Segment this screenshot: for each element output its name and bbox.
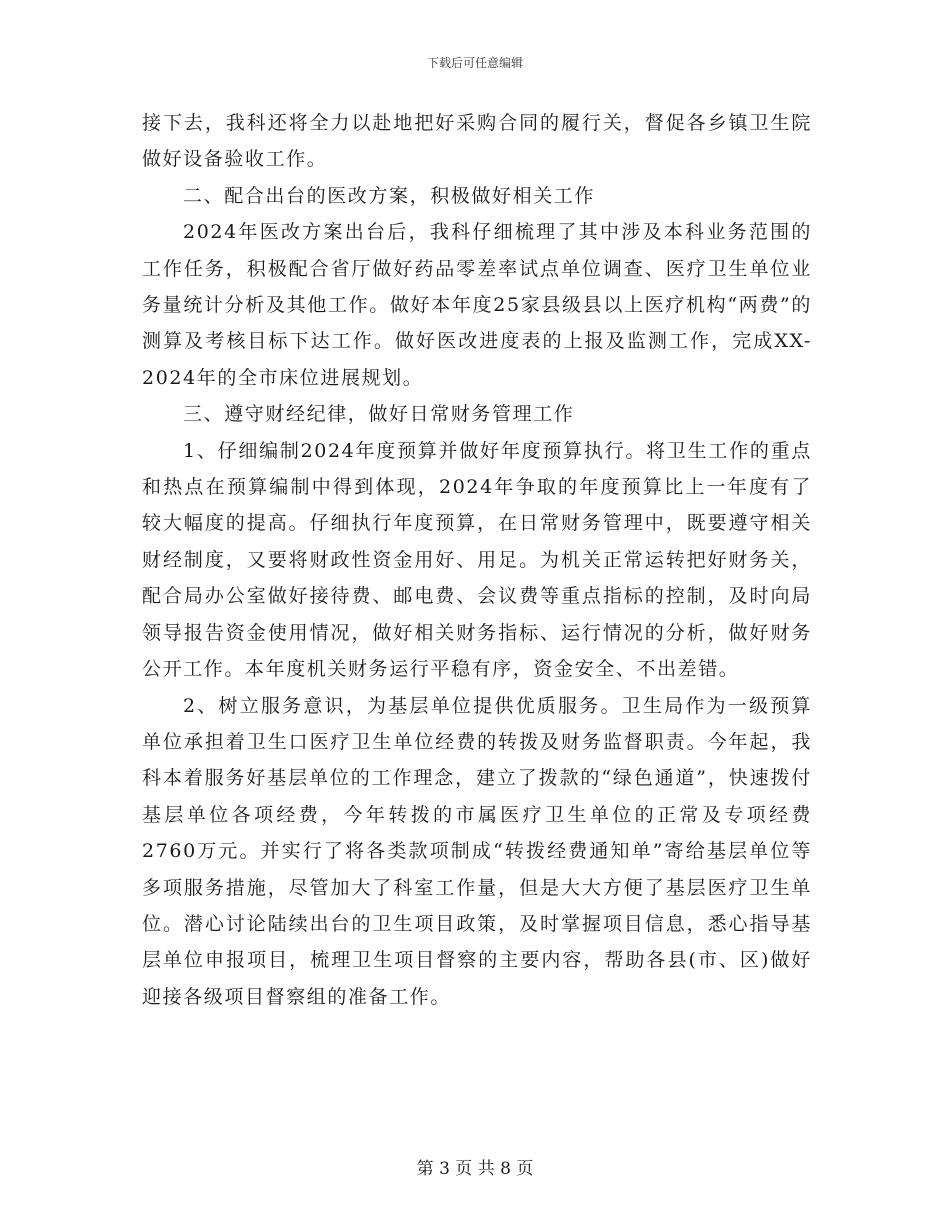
page-header: 下载后可任意编辑 bbox=[426, 56, 523, 70]
document-body bbox=[142, 105, 812, 1015]
section-heading-2: 二、配合出台的医改方案，积极做好相关工作 bbox=[183, 184, 596, 207]
paragraph-budget: 1、仔细编制2024年度预算并做好年度预算执行。将卫生工作的重点和热点在预算编制中得到体现，2024年争取的年度预算比上一年度有了较大幅度的提高。仔细执行年度预算，在日常财务管理中，既要遵守相关财经制度，又要将财政性资金用好、用足。为机关正常运转把好财务关，配合局办公室做好接待费、邮电费、会议费等重点指标的控制，及时向局领导报告资金使用情况，做好相关财务指标、运行情况的分析，做好财务公开工作。本年度机关财务运行平稳有序，资金安全、不出差错。 bbox=[142, 439, 812, 681]
section-heading-3: 三、遵守财经纪律，做好日常财务管理工作 bbox=[183, 403, 575, 426]
page-number-footer: 第 3 页 共 8 页 bbox=[416, 1159, 534, 1179]
paragraph-service: 2、树立服务意识，为基层单位提供优质服务。卫生局作为一级预算单位承担着卫生口医疗卫生单位经费的转拨及财务监督职责。今年起，我科本着服务好基层单位的工作理念，建立了拨款的“绿色通道”，快速拨付基层单位各项经费，今年转拨的市属医疗卫生单位的正常及专项经费2760万元。并实行了将各类款项制成“转拨经费通知单”寄给基层单位等多项服务措施，尽管加大了科室工作量，但是大大方便了基层医疗卫生单位。潜心讨论陆续出台的卫生项目政策，及时掌握项目信息，悉心指导基层单位申报项目，梳理卫生项目督察的主要内容，帮助各县(市、区)做好迎接各级项目督察组的准备工作。 bbox=[142, 694, 812, 1008]
paragraph-healthcare-reform: 2024年医改方案出台后，我科仔细梳理了其中涉及本科业务范围的工作任务，积极配合省厅做好药品零差率试点单位调查、医疗卫生单位业务量统计分析及其他工作。做好本年度25家县级县以上医疗机构“两费”的测算及考核目标下达工作。做好医改进度表的上报及监测工作，完成XX-2024年的全市床位进展规划。 bbox=[142, 221, 812, 389]
paragraph-continued: 接下去，我科还将全力以赴地把好采购合同的履行关，督促各乡镇卫生院做好设备验收工作。 bbox=[142, 112, 812, 171]
